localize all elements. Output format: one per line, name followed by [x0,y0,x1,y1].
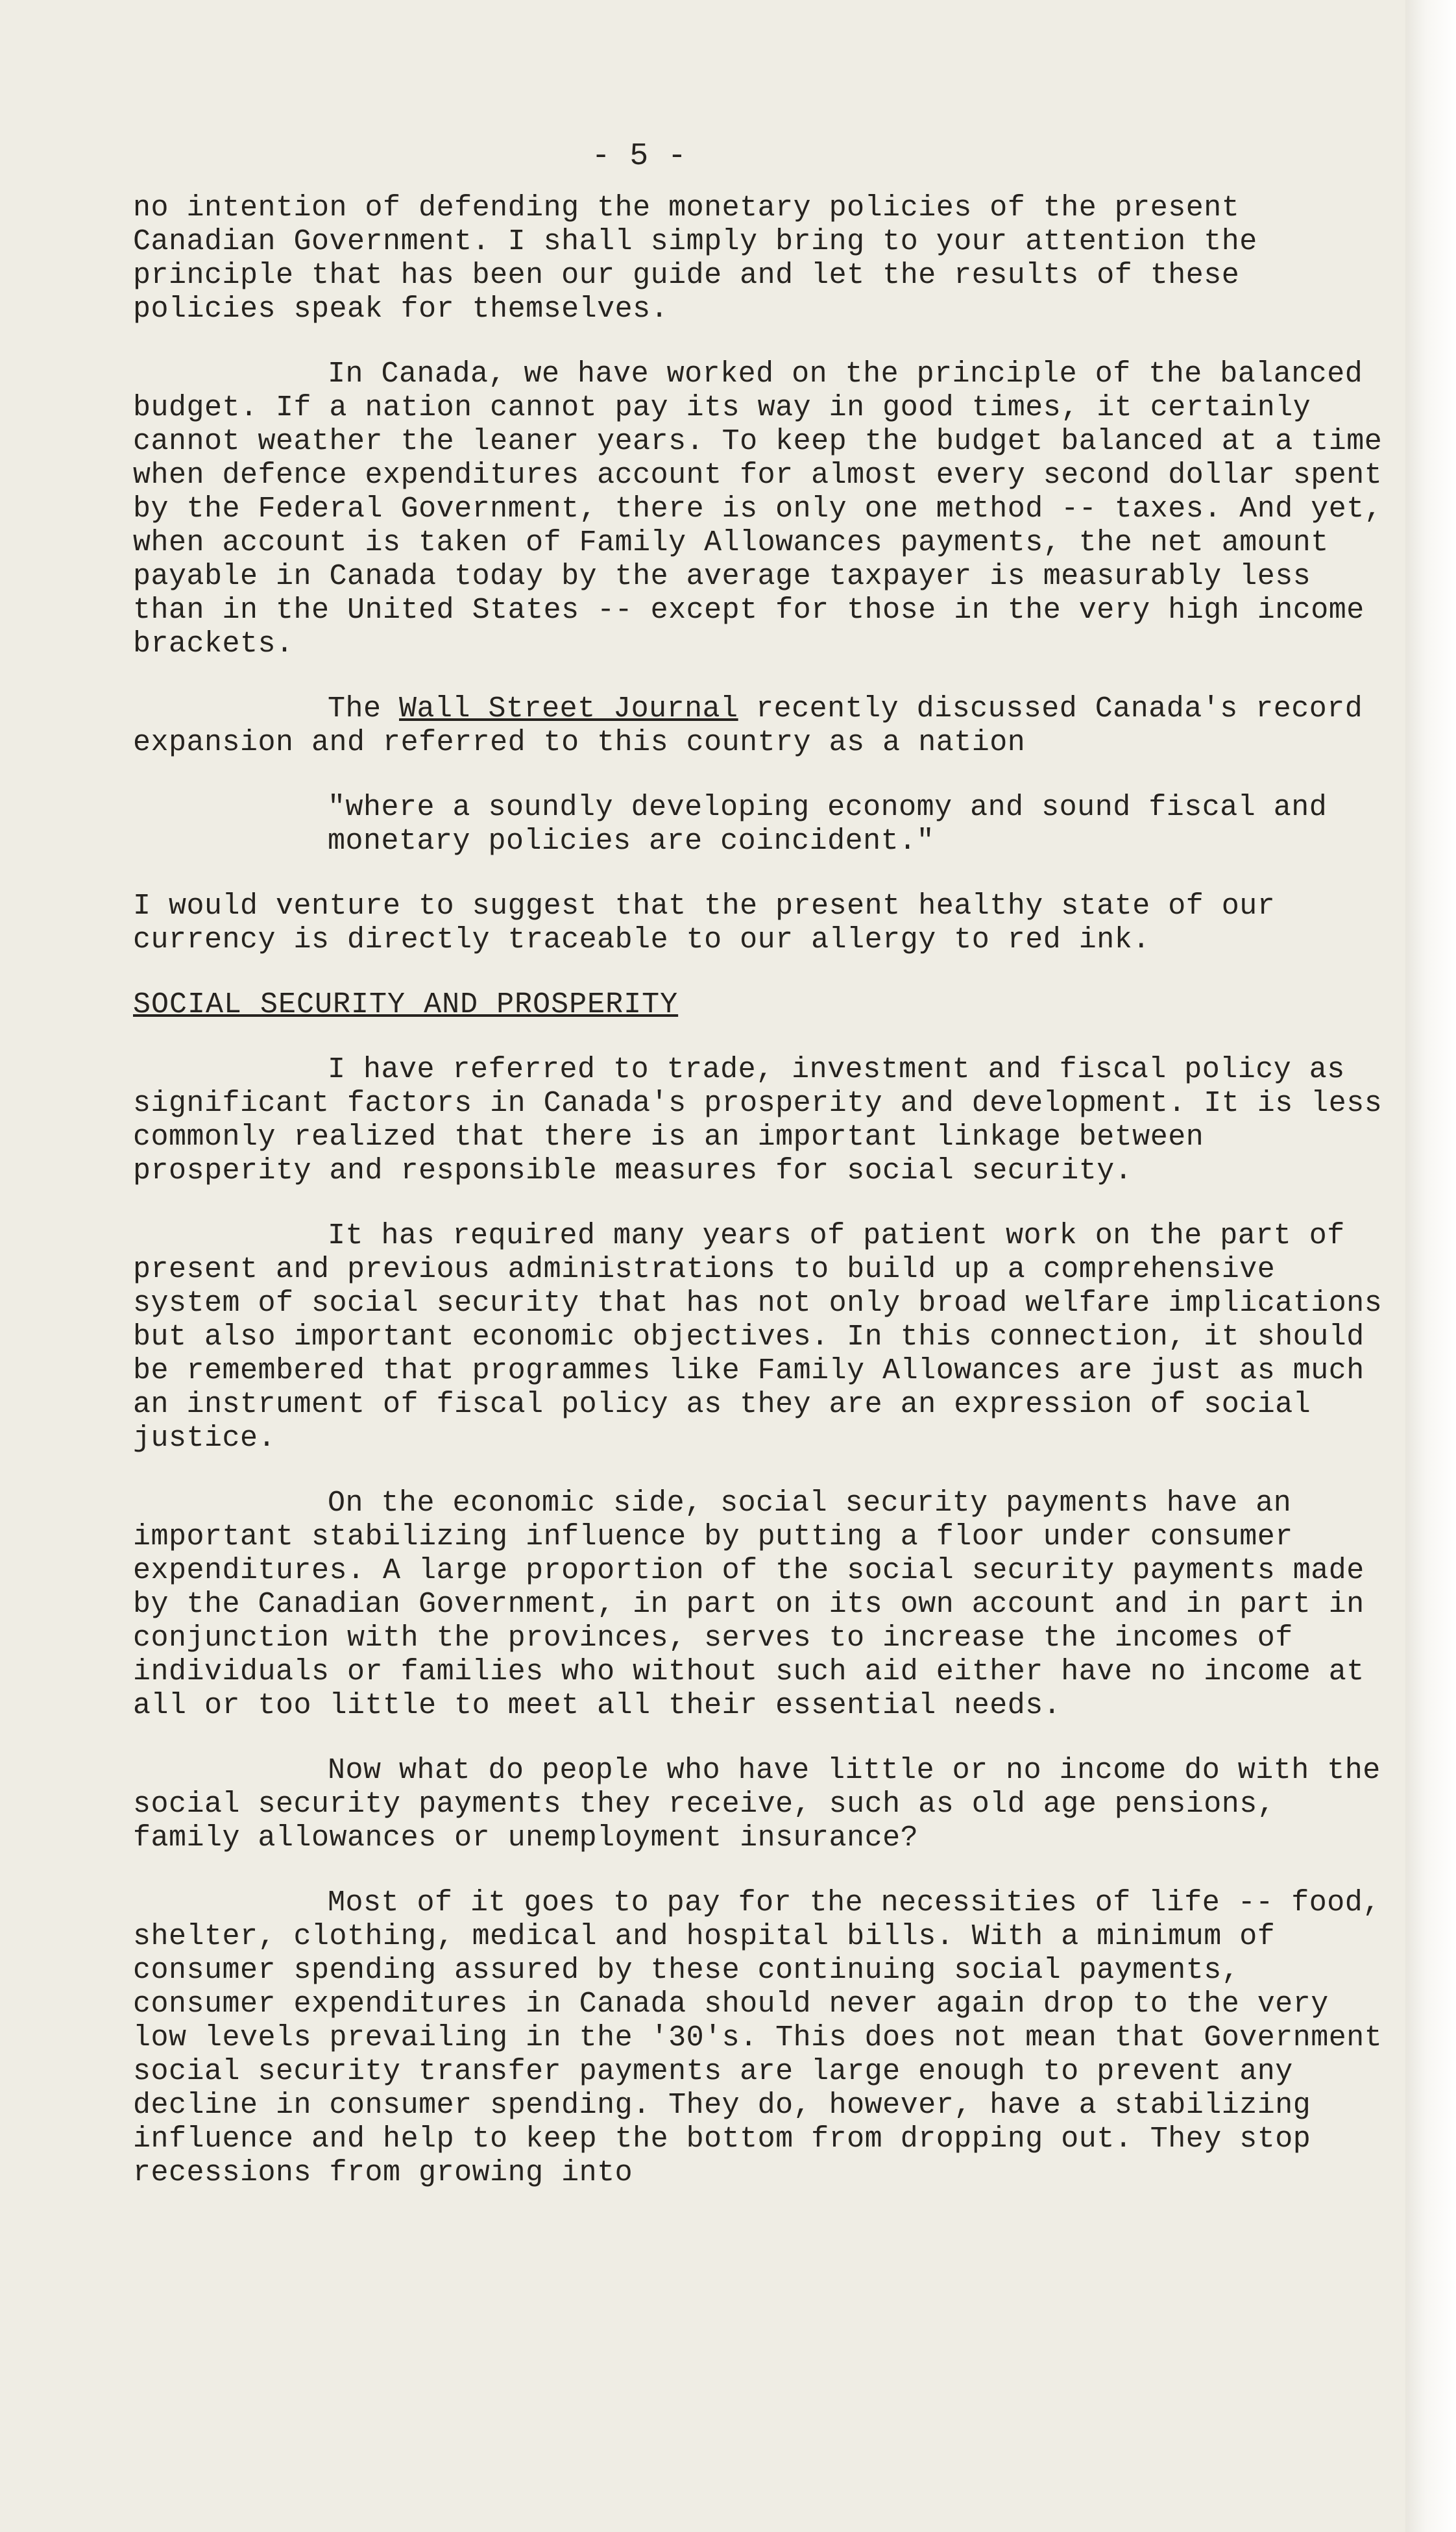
paragraph-5: I have referred to trade, investment and fiscal policy as significant factors in Canada's prosperity and development. It is less commonly realized that there is an important linkage between prosperity and responsible measures for social security. [133,1053,1383,1187]
paragraph-3-pre: The [328,692,400,725]
page-edge [1405,0,1456,2532]
paragraph-7: On the economic side, social security payments have an important stabilizing influence by putting a floor under consumer expenditures. A large proportion of the social security payments made by the Canadian Government, in part on its own account and in part in conjunction with the provinces, serves to increase the incomes of individuals or families who without such aid either have no income at all or too little to meet all their essential needs. [133,1487,1365,1722]
block-quote: "where a soundly developing economy and sound fiscal and monetary policies are coincident." [328,791,1328,858]
paragraph-3 [133,692,1385,760]
document-body [133,140,1385,2221]
paragraph-9: Most of it goes to pay for the necessities of life -- food, shelter, clothing, medical and hospital bills. With a minimum of consumer spending assured by these continuing social payments, consumer expenditures in Canada should never again drop to the very low levels prevailing in the '30's. This does not mean that Government social security transfer payments are large enough to prevent any decline in consumer spending. They do, however, have a stabilizing influence and help to keep the bottom from dropping out. They stop recessions from growing into [133,1886,1383,2189]
paragraph-8: Now what do people who have little or no income do with the social security payments they receive, such as old age pensions, family allowances or unemployment insurance? [133,1754,1381,1855]
paragraph-2: In Canada, we have worked on the principle of the balanced budget. If a nation cannot pay its way in good times, it certainly cannot weather the leaner years. To keep the budget balanced at a time when defence expenditures account for almost every second dollar spent by the Federal Government, there is only one method -- taxes. And yet, when account is taken of Family Allowances payments, the net amount payable in Canada today by the average taxpayer is measurably less than in the United States -- except for those in the very high income brackets. [133,358,1383,661]
paragraph-6: It has required many years of patient work on the part of present and previous administrations to build up a comprehensive system of social security that has not only broad welfare implications but also important economic objectives. In this connection, it should be remembered that programmes like Family Allowances are just as much an instrument of fiscal policy as they are an expression of social justice. [133,1219,1383,1455]
paragraph-4: I would venture to suggest that the present healthy state of our currency is directly traceable to our allergy to red ink. [133,890,1276,956]
section-heading: SOCIAL SECURITY AND PROSPERITY [133,988,679,1021]
paragraph-3-post: recently discussed Canada's record expansion and referred to this country as a nation [133,692,1363,759]
page-number: - 5 - [591,139,687,174]
paragraph-1: no intention of defending the monetary policies of the present Canadian Government. I shall simply bring to your attention the principle that has been our guide and let the results of these policies speak for themselves. [133,191,1257,326]
journal-title: Wall Street Journal [399,692,738,725]
